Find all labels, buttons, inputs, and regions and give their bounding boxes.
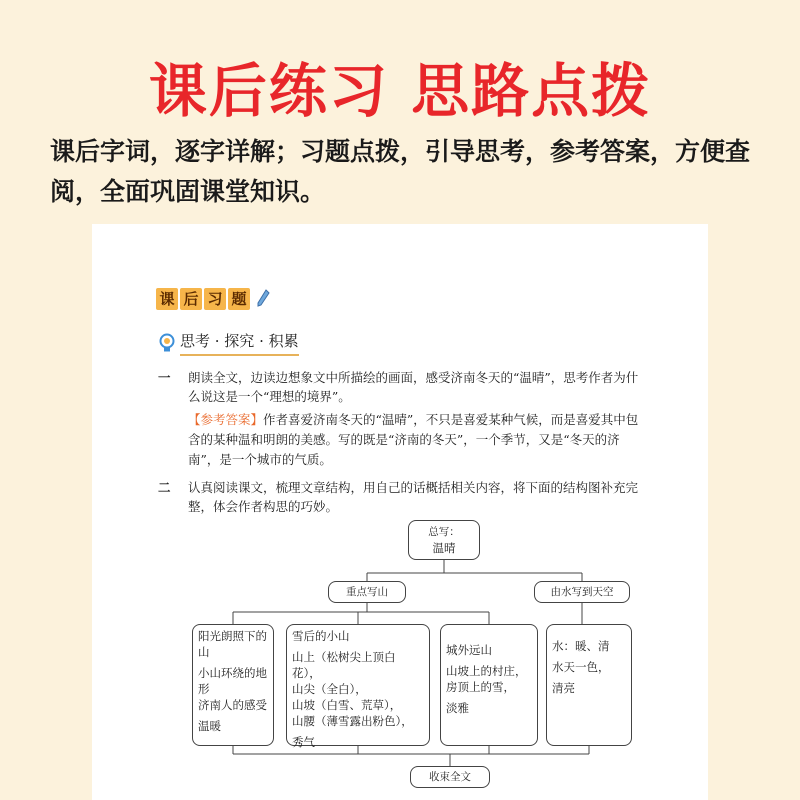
box-line: 水天一色， xyxy=(552,660,610,674)
box-line: 淡雅 xyxy=(446,701,469,715)
badge-char: 习 xyxy=(204,288,226,310)
box-line: 温暖 xyxy=(198,719,221,733)
box-line: 山坡（白雪、荒草）， xyxy=(292,698,402,712)
answer-label: 【参考答案】 xyxy=(188,412,264,427)
box-line: 小山环绕的地形 xyxy=(198,666,267,696)
box-line: 城外远山 xyxy=(446,643,492,657)
question-number: 一 xyxy=(158,370,171,385)
badge-char: 题 xyxy=(228,288,250,310)
box-line: 山腰（薄雪露出粉色）， xyxy=(292,714,413,728)
box-line: 房顶上的雪， xyxy=(446,680,515,694)
box-line: 山尖（全白）， xyxy=(292,682,367,696)
box-line: 雪后的小山 xyxy=(292,629,350,643)
box-line: 阳光朗照下的山 xyxy=(198,629,267,659)
branch-left-label: 重点写山 xyxy=(328,581,406,603)
box-line: 山坡上的村庄， xyxy=(446,664,527,678)
box-line: 水：暖、清 xyxy=(552,639,610,653)
badge-char: 后 xyxy=(180,288,202,310)
diagram-box-snowy-hill xyxy=(286,624,430,749)
banner-description: 课后字词，逐字详解；习题点拨，引导思考，参考答案，方便查阅，全面巩固课堂知识。 xyxy=(50,137,751,206)
box-line: 清亮 xyxy=(552,681,575,695)
diagram-top-box xyxy=(408,520,480,560)
question-text: 认真阅读课文，梳理文章结构，用自己的话概括相关内容，将下面的结构图补充完整，体会作者构思的巧妙。 xyxy=(188,480,639,514)
diagram-box-sunny-mountain xyxy=(192,624,274,746)
badge-char: 课 xyxy=(156,288,178,310)
top-box-label: 总写： xyxy=(428,526,460,538)
diagram-bottom-box: 收束全文 xyxy=(410,766,490,788)
diagram-box-far-mountain xyxy=(440,624,538,746)
diagram-box-water-sky xyxy=(546,624,632,746)
question-text: 朗读全文，边读边想象文中所描绘的画面，感受济南冬天的“温晴”，思考作者为什么说这是一个“理想的境界”。 xyxy=(188,370,639,404)
top-box-value: 温晴 xyxy=(432,541,456,555)
box-line: 山上（松树尖上顶白花）， xyxy=(292,650,396,680)
document-page xyxy=(92,224,708,800)
question-number: 二 xyxy=(158,480,171,495)
branch-right-label: 由水写到天空 xyxy=(534,581,630,603)
box-line: 济南人的感受 xyxy=(198,698,267,712)
answer-text: 作者喜爱济南冬天的“温晴”，不只是喜爱某种气候，而是喜爱其中包含的某种温和明朗的美感。写的既是“济南的冬天”，一个季节，又是“冬天的济南”，是一个城市的气质。 xyxy=(188,412,639,467)
banner-title: 课后练习 思路点拨 xyxy=(148,57,652,125)
subheading-text: 思考 · 探究 · 积累 xyxy=(180,330,299,356)
box-line: 秀气 xyxy=(292,735,315,749)
